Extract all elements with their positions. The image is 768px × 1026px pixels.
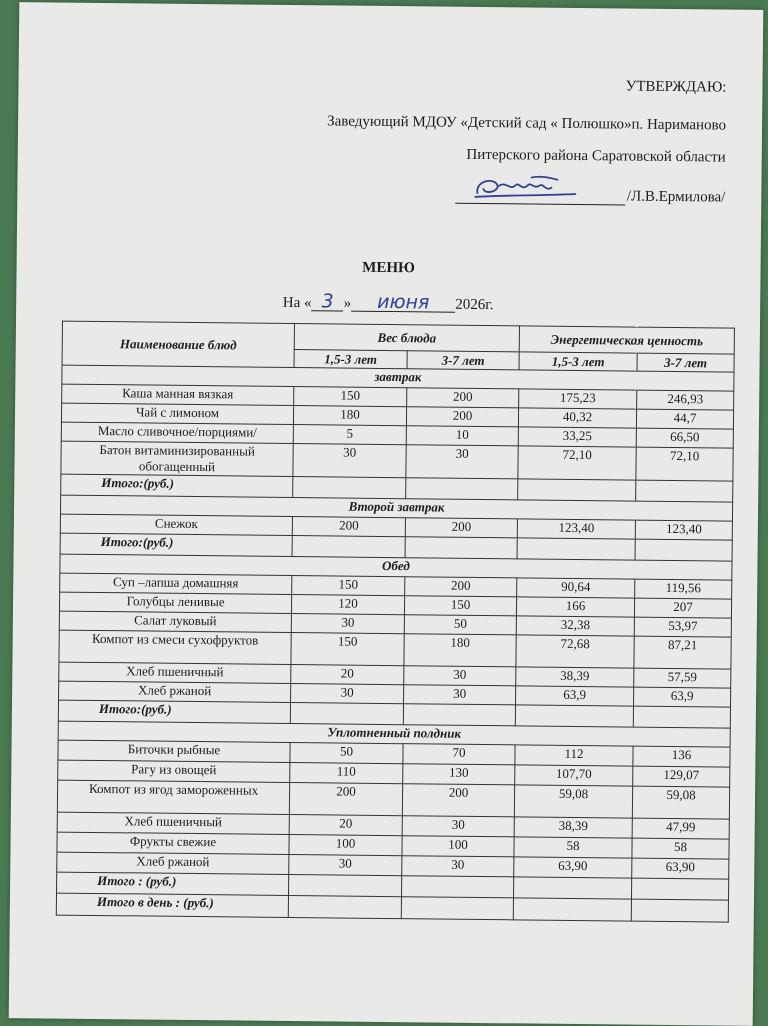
energy-age2: 57,59 — [634, 668, 731, 688]
energy-age1: 63,9 — [516, 686, 634, 706]
weight-age1: 150 — [294, 387, 407, 407]
weight-age2: 30 — [402, 816, 514, 837]
weight-age2: 200 — [402, 784, 514, 817]
signature-field — [455, 185, 625, 206]
energy-age1: 166 — [516, 597, 634, 617]
energy-age1: 63,90 — [514, 857, 632, 878]
total-cell — [515, 705, 633, 727]
total-cell — [403, 704, 515, 726]
signature-icon — [471, 173, 581, 206]
date-year: 2026г. — [455, 296, 494, 314]
energy-age1: 107,70 — [515, 765, 633, 786]
total-cell — [288, 875, 401, 897]
dish-name: Биточки рыбные — [58, 740, 290, 762]
total-cell — [513, 898, 631, 921]
approval-signature-line — [455, 185, 726, 207]
energy-age2: 58 — [632, 838, 729, 859]
weight-age1: 150 — [292, 576, 405, 596]
energy-age1: 38,39 — [514, 817, 632, 838]
energy-age1: 32,38 — [516, 616, 634, 636]
total-label: Итого:(руб.) — [61, 474, 293, 497]
total-cell — [292, 536, 405, 558]
dish-name: Хлеб ржаной — [59, 681, 291, 702]
weight-age2: 70 — [403, 744, 515, 765]
weight-age1: 30 — [291, 684, 404, 704]
weight-age1: 30 — [291, 614, 404, 634]
energy-age1: 175,23 — [519, 389, 637, 409]
page-title: МЕНЮ — [362, 259, 416, 277]
dish-name: Рагу из овощей — [58, 760, 290, 782]
total-cell — [514, 877, 632, 899]
energy-age2: 87,21 — [634, 636, 731, 669]
header-energy-age2: 3-7 лет — [637, 353, 734, 372]
energy-age1: 72,10 — [518, 446, 636, 480]
energy-age2: 47,99 — [632, 818, 729, 839]
header-weight-age2: 3-7 лет — [407, 351, 519, 370]
weight-age1: 30 — [289, 855, 402, 876]
energy-age2: 246,93 — [637, 390, 734, 410]
header-energy-age1: 1,5-3 лет — [519, 352, 637, 371]
weight-age2: 30 — [406, 445, 518, 479]
dish-name: Снежок — [60, 514, 292, 535]
section-title: Обед — [60, 554, 732, 580]
menu-document — [9, 2, 764, 1026]
total-cell — [401, 876, 513, 898]
energy-age1: 38,39 — [516, 667, 634, 687]
weight-age2: 200 — [405, 577, 517, 597]
total-label: Итого:(руб.) — [60, 533, 292, 556]
total-label: Итого:(руб.) — [58, 700, 290, 723]
weight-age2: 50 — [404, 615, 516, 635]
total-cell — [631, 878, 728, 900]
energy-age1: 112 — [515, 745, 633, 766]
weight-age2: 200 — [407, 388, 519, 408]
energy-age2: 53,97 — [634, 617, 731, 637]
weight-age1: 180 — [293, 406, 406, 426]
energy-age2: 72,10 — [636, 447, 733, 481]
energy-age1: 72,68 — [516, 635, 634, 668]
energy-age1: 90,64 — [517, 578, 635, 598]
approval-position: Заведующий МДОУ «Детский сад « Полюшко»п. Нариманово — [327, 113, 727, 134]
energy-age2: 129,07 — [633, 766, 730, 787]
weight-age1: 5 — [293, 425, 406, 445]
weight-age1: 110 — [290, 763, 403, 784]
approval-heading: УТВЕРЖДАЮ: — [625, 78, 727, 96]
header-weight: Вес блюда — [294, 324, 519, 352]
date-day: 3 — [311, 292, 343, 311]
menu-table — [56, 321, 735, 923]
energy-age2: 63,9 — [634, 687, 731, 707]
signature-name: /Л.В.Ермилова/ — [626, 188, 726, 206]
weight-age2: 180 — [404, 634, 516, 667]
header-weight-age1: 1,5-3 лет — [294, 350, 407, 369]
energy-age2: 123,40 — [635, 520, 732, 540]
weight-age1: 20 — [289, 815, 402, 836]
energy-age2: 63,90 — [632, 858, 729, 879]
total-cell — [401, 897, 513, 920]
dish-name: Хлеб пшеничный — [57, 812, 289, 834]
dish-name: Салат луковый — [59, 611, 291, 632]
weight-age2: 200 — [405, 518, 517, 538]
energy-age2: 44,7 — [636, 409, 733, 429]
total-cell — [405, 537, 517, 559]
date-mid: » — [343, 295, 352, 312]
total-cell — [636, 480, 733, 502]
energy-age2: 207 — [634, 598, 731, 618]
weight-age2: 30 — [404, 666, 516, 686]
energy-age2: 59,08 — [632, 786, 729, 819]
dish-name: Масло сливочное/порциями/ — [61, 422, 293, 443]
total-cell — [633, 706, 730, 728]
energy-age1: 58 — [514, 837, 632, 858]
total-cell — [288, 895, 401, 918]
dish-name: Фрукты свежие — [57, 832, 289, 854]
header-energy: Энергетическая ценность — [519, 326, 734, 354]
dish-name: Батон витаминизированный обогащенный — [61, 441, 293, 476]
weight-age2: 10 — [406, 426, 518, 446]
dish-name: Чай с лимоном — [61, 403, 293, 424]
total-cell — [518, 479, 636, 501]
weight-age2: 200 — [406, 407, 518, 427]
weight-age2: 130 — [403, 764, 515, 785]
weight-age2: 100 — [402, 836, 514, 857]
dish-name: Компот из смеси сухофруктов — [59, 630, 291, 664]
dish-name: Компот из ягод замороженных — [57, 780, 289, 814]
energy-age1: 123,40 — [517, 519, 635, 539]
weight-age1: 200 — [289, 783, 402, 816]
weight-age2: 30 — [404, 685, 516, 705]
date-month: июня — [351, 293, 455, 313]
total-label: Итого : (руб.) — [57, 872, 289, 895]
dish-name: Каша манная вязкая — [62, 384, 294, 405]
menu-table-body — [56, 365, 734, 922]
dish-name: Голубцы ленивые — [59, 592, 291, 613]
weight-age2: 150 — [404, 596, 516, 616]
weight-age1: 50 — [290, 743, 403, 764]
header-dish-name: Наименование блюд — [62, 321, 294, 367]
energy-age1: 33,25 — [518, 427, 636, 447]
weight-age1: 120 — [291, 595, 404, 615]
total-cell — [406, 478, 518, 500]
dish-name: Хлеб ржаной — [57, 852, 289, 874]
weight-age1: 100 — [289, 835, 402, 856]
date-prefix: На « — [282, 294, 312, 312]
section-title: Уплотненный полдник — [58, 721, 730, 747]
energy-age2: 119,56 — [635, 579, 732, 599]
dish-name: Суп –лапша домашняя — [60, 573, 292, 594]
total-cell — [631, 899, 728, 922]
day-total-label: Итого в день : (руб.) — [56, 893, 288, 917]
weight-age1: 20 — [291, 665, 404, 685]
weight-age1: 200 — [292, 517, 405, 537]
weight-age2: 30 — [402, 856, 514, 877]
section-title: завтрак — [62, 365, 734, 391]
dish-name: Хлеб пшеничный — [59, 662, 291, 683]
energy-age2: 66,50 — [636, 428, 733, 448]
total-cell — [517, 538, 635, 560]
approval-region: Питерского района Саратовской области — [466, 146, 726, 166]
total-cell — [290, 703, 403, 725]
section-title: Второй завтрак — [60, 495, 732, 521]
total-cell — [293, 477, 406, 499]
weight-age1: 30 — [293, 444, 406, 478]
weight-age1: 150 — [291, 633, 404, 666]
energy-age2: 136 — [633, 746, 730, 767]
energy-age1: 40,32 — [518, 408, 636, 428]
menu-date — [16, 289, 760, 317]
total-cell — [635, 539, 732, 561]
energy-age1: 59,08 — [514, 785, 632, 818]
